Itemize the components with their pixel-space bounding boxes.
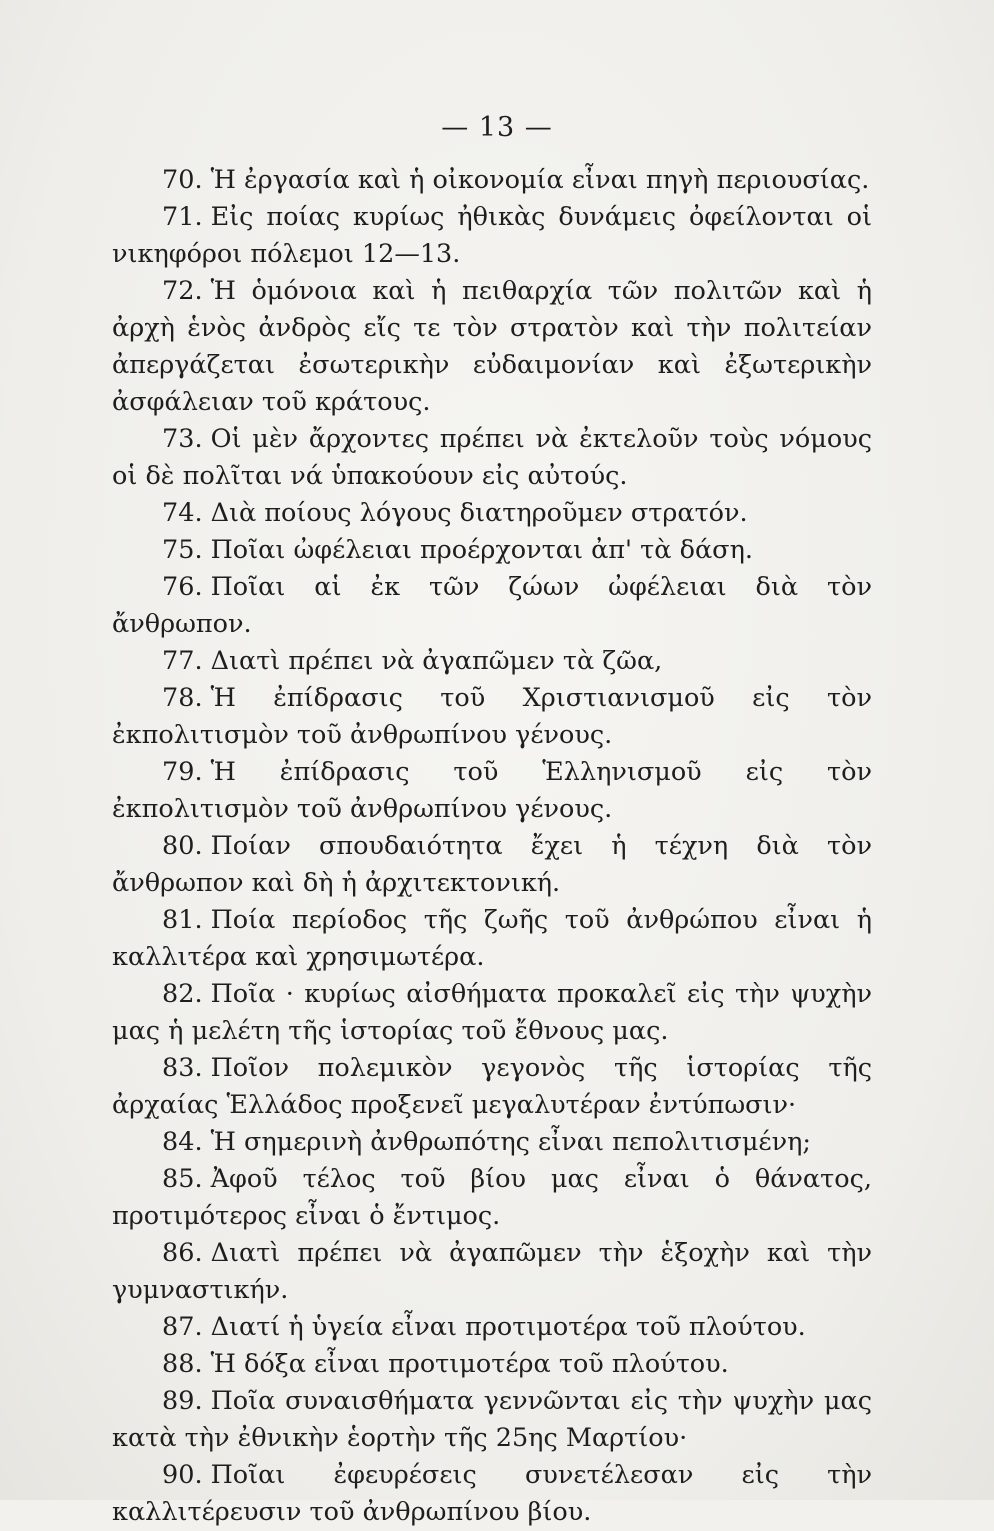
question-73 — [112, 421, 872, 495]
question-number: 80. — [162, 831, 203, 861]
question-76 — [112, 569, 872, 643]
question-number: 77. — [162, 646, 203, 676]
question-text: Διατὶ πρέπει νὰ ἀγαπῶμεν τὴν ἑξοχὴν καὶ τὴν γυμναστικήν. — [112, 1238, 872, 1305]
question-77 — [112, 643, 872, 680]
question-number: 76. — [162, 572, 203, 602]
question-number: 75. — [162, 535, 203, 565]
question-text: Ποία περίοδος τῆς ζωῆς τοῦ ἀνθρώπου εἶναι ἡ καλλιτέρα καὶ χρησιμωτέρα. — [112, 905, 872, 972]
question-text: Ἡ δόξα εἶναι προτιμοτέρα τοῦ πλούτου. — [210, 1349, 729, 1379]
question-text: Ποῖαι ἐφευρέσεις συνετέλεσαν εἰς τὴν καλλιτέρευσιν τοῦ ἀνθρωπίνου βίου. — [112, 1460, 872, 1527]
question-number: 73. — [162, 424, 203, 454]
question-number: 88. — [162, 1349, 203, 1379]
question-text: Ποῖα συναισθήματα γεννῶνται εἰς τὴν ψυχὴν μας κατὰ τὴν ἐθνικὴν ἑορτὴν τῆς 25ης Μαρτίου· — [112, 1386, 872, 1453]
question-number: 74. — [162, 498, 203, 528]
question-number: 90. — [162, 1460, 203, 1490]
question-70 — [112, 162, 872, 199]
question-text: Διὰ ποίους λόγους διατηροῦμεν στρατόν. — [210, 498, 748, 528]
question-78 — [112, 680, 872, 754]
question-79 — [112, 754, 872, 828]
question-number: 86. — [162, 1238, 203, 1268]
question-number: 81. — [162, 905, 203, 935]
question-number: 72. — [162, 276, 203, 306]
question-number: 87. — [162, 1312, 203, 1342]
question-71 — [112, 199, 872, 273]
question-72 — [112, 273, 872, 421]
question-83 — [112, 1050, 872, 1124]
question-number: 78. — [162, 683, 203, 713]
question-87 — [112, 1309, 872, 1346]
question-86 — [112, 1235, 872, 1309]
question-text: Οἱ μὲν ἄρχοντες πρέπει νὰ ἐκτελοῦν τοὺς νόμους οἱ δὲ πολῖται νά ὑπακούουν εἰς αὐτούς. — [112, 424, 872, 491]
question-text: Ποῖαι ὠφέλειαι προέρχονται ἀπ' τὰ δάση. — [210, 535, 753, 565]
question-82 — [112, 976, 872, 1050]
question-text: Ἡ ἐργασία καὶ ἡ οἰκονομία εἶναι πηγὴ περιουσίας. — [210, 165, 870, 195]
question-text: Ἡ ὁμόνοια καὶ ἡ πειθαρχία τῶν πολιτῶν καὶ ἡ ἀρχὴ ἑνὸς ἀνδρὸς εἴς τε τὸν στρατὸν καὶ τὴν πολιτείαν ἀπεργάζεται ἐσωτερικὴν εὐδαιμονίαν καὶ ἐξωτερικὴν ἀσφάλειαν τοῦ κράτους. — [112, 276, 872, 417]
question-text: Ἡ σημερινὴ ἀνθρωπότης εἶναι πεπολιτισμένη; — [210, 1127, 811, 1157]
question-number: 83. — [162, 1053, 203, 1083]
question-text: Ποῖα · κυρίως αἰσθήματα προκαλεῖ εἰς τὴν ψυχὴν μας ἡ μελέτη τῆς ἱστορίας τοῦ ἔθνους μας. — [112, 979, 872, 1046]
question-number: 70. — [162, 165, 203, 195]
question-84 — [112, 1124, 872, 1161]
question-text: Ποῖον πολεμικὸν γεγονὸς τῆς ἱστορίας τῆς ἀρχαίας Ἑλλάδος προξενεῖ μεγαλυτέραν ἐντύπωσιν· — [112, 1053, 872, 1120]
question-number: 84. — [162, 1127, 203, 1157]
question-text: Εἰς ποίας κυρίως ἠθικὰς δυνάμεις ὀφείλονται οἱ νικηφόροι πόλεμοι 12—13. — [112, 202, 872, 269]
question-text: Διατὶ πρέπει νὰ ἀγαπῶμεν τὰ ζῶα, — [210, 646, 663, 676]
question-80 — [112, 828, 872, 902]
question-number: 82. — [162, 979, 203, 1009]
question-text: Ἀφοῦ τέλος τοῦ βίου μας εἶναι ὁ θάνατος, προτιμότερος εἶναι ὁ ἔντιμος. — [112, 1164, 872, 1231]
question-text: Ἡ ἐπίδρασις τοῦ Χριστιανισμοῦ εἰς τὸν ἐκπολιτισμὸν τοῦ ἀνθρωπίνου γένους. — [112, 683, 872, 750]
question-89 — [112, 1383, 872, 1457]
question-text: Ποίαν σπουδαιότητα ἔχει ἡ τέχνη διὰ τὸν ἄνθρωπον καὶ δὴ ἡ ἀρχιτεκτονική. — [112, 831, 872, 898]
question-75 — [112, 532, 872, 569]
question-81 — [112, 902, 872, 976]
question-text: Διατί ἡ ὑγεία εἶναι προτιμοτέρα τοῦ πλούτου. — [210, 1312, 806, 1342]
question-number: 85. — [162, 1164, 203, 1194]
question-list — [112, 162, 872, 1531]
question-number: 71. — [162, 202, 203, 232]
question-text: Ἡ ἐπίδρασις τοῦ Ἑλληνισμοῦ εἰς τὸν ἐκπολιτισμὸν τοῦ ἀνθρωπίνου γένους. — [112, 757, 872, 824]
page-number: — 13 — — [441, 112, 553, 143]
question-88 — [112, 1346, 872, 1383]
question-number: 79. — [162, 757, 203, 787]
question-90 — [112, 1457, 872, 1531]
question-text: Ποῖαι αἱ ἐκ τῶν ζώων ὠφέλειαι διὰ τὸν ἄνθρωπον. — [112, 572, 872, 639]
question-number: 89. — [162, 1386, 203, 1416]
question-74 — [112, 495, 872, 532]
question-85 — [112, 1161, 872, 1235]
